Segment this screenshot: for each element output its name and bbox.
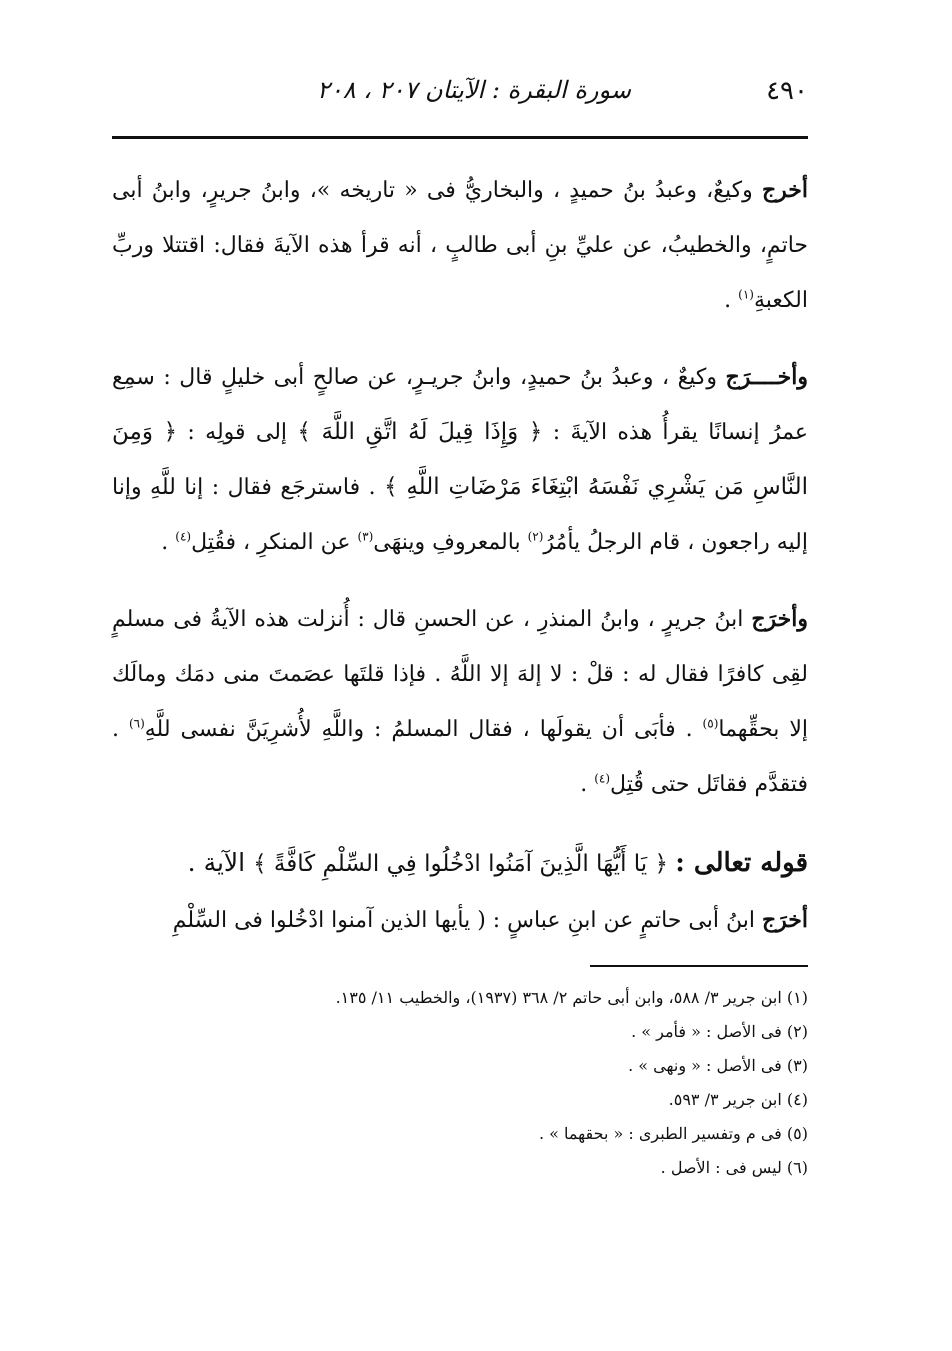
footnote-ref: (٥)	[702, 716, 719, 731]
paragraph-text: الآية .	[187, 848, 254, 877]
paragraph-2	[112, 350, 808, 570]
footnote-ref: (٤)	[594, 771, 611, 786]
running-title: سورة البقرة : الآيتان ٢٠٧ ، ٢٠٨	[317, 76, 632, 104]
footnote-ref: (٣)	[357, 529, 374, 544]
paragraph-lead: وأخــــرَج	[725, 364, 808, 390]
quran-quote: ﴿ وَإِذَا قِيلَ لَهُ اتَّقِ اللَّهَ ﴾	[297, 419, 543, 445]
paragraph-text: . فتقدَّم فقاتَل حتى قُتِل	[112, 717, 808, 797]
verse-heading	[112, 834, 808, 893]
page-header	[112, 70, 808, 110]
paragraph-text: . فاسترجَع فقال : إنا للَّهِ وإنا إليه راجعون ، قام الرجلُ يأمُرُ	[112, 475, 808, 555]
paragraph-text: وكيعٌ ، وعبدُ بنُ حميدٍ، وابنُ جريـرٍ، عن صالحٍ أبى خليلٍ قال : سمِع عمرُ إنسانًا يقرأُ هذه الآيةَ :	[112, 365, 808, 445]
paragraph-1	[112, 163, 808, 328]
page-number: ٤٩٠	[766, 76, 808, 106]
footnote-divider	[590, 965, 808, 967]
paragraph-text: بالمعروفِ وينهَى	[373, 530, 528, 555]
footnote: (١) ابن جرير ٣/ ٥٨٨، وابن أبى حاتم ٢/ ٣٦٨ (١٩٣٧)، والخطيب ١١/ ١٣٥.	[335, 988, 808, 1007]
paragraph-text: .	[580, 772, 595, 797]
book-page	[112, 70, 808, 1177]
footnote: (٤) ابن جرير ٣/ ٥٩٣.	[668, 1090, 808, 1109]
footnote-ref: (١)	[738, 287, 754, 302]
footnote: (٦) ليس فى : الأصل .	[660, 1158, 808, 1177]
quran-quote: ﴿ يَا أَيُّهَا الَّذِينَ آمَنُوا ادْخُلُوا فِي السِّلْمِ كَافَّةً ﴾	[253, 851, 676, 877]
footnotes	[112, 988, 808, 1192]
footnote-ref: (٢)	[527, 529, 544, 544]
paragraph-text: ابنُ جريرٍ ، وابنُ المنذرِ ، عن الحسنِ قال : أُنزلت هذه الآيةُ فى مسلمٍ لقِى كافرًا فقال له : قلْ : لا إلهَ إلا اللَّهُ . فإذا قلتَها عصَمتَ منى دمَك ومالَك إلا بحقِّهما	[112, 607, 808, 742]
paragraph-text: .	[724, 288, 739, 313]
footnote: (٢) فى الأصل : « فأمر » .	[631, 1022, 808, 1041]
footnote-ref: (٦)	[128, 716, 145, 731]
body-text	[112, 163, 808, 948]
paragraph-3	[112, 592, 808, 812]
paragraph-text: .	[161, 530, 176, 555]
paragraph-text: وكيعٌ، وعبدُ بنُ حميدٍ ، والبخاريُّ فى « تاريخه »، وابنُ جريرٍ، وابنُ أبى حاتمٍ، والخطيبُ، عن عليِّ بنِ أبى طالبٍ ، أنه قرأ هذه الآيةَ فقال: اقتتلا وربِّ الكعبةِ	[112, 178, 808, 313]
paragraph-lead: أخرج	[761, 177, 808, 203]
quran-quote: ﴿ وَمِنَ النَّاسِ مَن يَشْرِي نَفْسَهُ ابْتِغَاءَ مَرْضَاتِ اللَّهِ ﴾	[112, 419, 808, 500]
paragraph-text: عن المنكرِ ، فقُتِل	[191, 530, 358, 555]
footnote-ref: (٤)	[175, 529, 192, 544]
header-divider	[112, 136, 808, 139]
paragraph-text: إلى قولِه :	[177, 420, 298, 445]
paragraph-text: ابنُ أبى حاتمٍ عن ابنِ عباسٍ : ( يأيها الذين آمنوا ادْخُلوا فى السِّلْمِ	[172, 908, 762, 933]
footnote: (٣) فى الأصل : « ونهى » .	[628, 1056, 808, 1075]
footnote: (٥) فى م وتفسير الطبرى : « بحقهما » .	[538, 1124, 808, 1143]
paragraph-text: . فأبَى أن يقولَها ، فقال المسلمُ : واللَّهِ لأُشرِيَنَّ نفسى للَّهِ	[144, 717, 703, 742]
paragraph-lead: وأخرَج	[751, 606, 808, 632]
paragraph-lead: أخرَج	[761, 907, 808, 933]
verse-heading-lead: قوله تعالى :	[675, 848, 808, 878]
paragraph-4	[112, 893, 808, 948]
